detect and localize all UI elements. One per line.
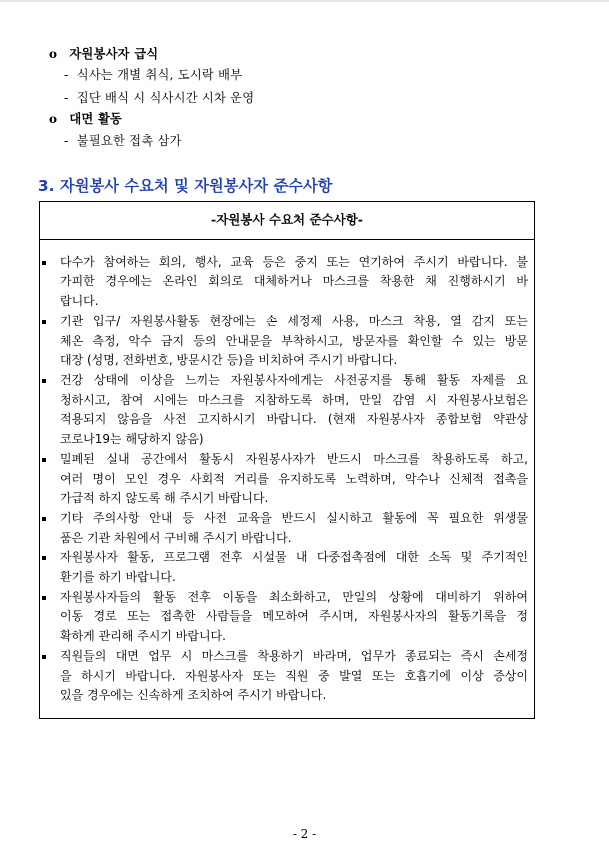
page-number: - 2 -	[292, 827, 317, 841]
bullet-line: 체온 측정, 악수 금지 등의 안내문을 부착하시고, 방문자를 확인할 수 있는 방문	[60, 334, 528, 348]
square-bullet-icon	[42, 379, 46, 383]
intro-subitem-text: 식사는 개별 취식, 도시락 배부	[76, 68, 243, 82]
bullet-line: 품은 기관 차원에서 구비해 주시기 바랍니다.	[60, 531, 292, 545]
intro-item-2	[49, 111, 122, 127]
circle-bullet-icon: o	[49, 112, 58, 126]
bullet-line: 가피한 경우에는 온라인 회의로 대체하거나 마스크를 착용한 채 진행하시기 바	[60, 274, 528, 288]
top-rule	[0, 0, 609, 2]
square-bullet-icon	[42, 320, 46, 324]
circle-bullet-icon: o	[49, 47, 58, 61]
bullet-line: 환기를 하기 바랍니다.	[60, 570, 176, 584]
box-title: -자원봉사 수요처 준수사항-	[211, 212, 363, 227]
square-bullet-icon	[42, 517, 46, 521]
intro-subitem-text: 집단 배식 시 식사시간 시차 운영	[76, 91, 255, 105]
square-bullet-icon	[42, 261, 46, 265]
bullet-line: 여러 명이 모인 경우 사회적 거리를 유지하도록 노력하며, 악수나 신체적 접촉을	[60, 472, 528, 486]
bullet-line: 을 하시기 바랍니다. 자원봉사자 또는 직원 중 발열 또는 호흡기에 이상 증상이	[60, 669, 528, 683]
intro-subitem	[64, 67, 242, 83]
dash-icon: -	[64, 68, 69, 82]
bullet-line: 기관 입구/ 자원봉사활동 현장에는 손 세정제 사용, 마스크 착용, 열 감지 또는	[60, 314, 528, 328]
section-heading: 3. 자원봉사 수요처 및 자원봉사자 준수사항	[38, 177, 333, 195]
bullet-line: 대장 (성명, 전화번호, 방문시간 등)을 비치하여 주시기 바랍니다.	[60, 353, 398, 367]
intro-item-title: 대면 활동	[69, 112, 123, 126]
dash-icon: -	[64, 134, 69, 148]
bullet-line: 코로나19는 해당하지 않음)	[60, 432, 204, 446]
bullet-line: 건강 상태에 이상을 느끼는 자원봉사자에게는 사전공지를 통해 활동 자제를 요	[60, 373, 528, 387]
dash-icon: -	[64, 91, 69, 105]
square-bullet-icon	[42, 556, 46, 560]
intro-item-1	[49, 46, 158, 62]
intro-subitem	[64, 90, 254, 106]
intro-item-title: 자원봉사자 급식	[69, 47, 159, 61]
bullet-line: 가급적 하지 않도록 해 주시기 바랍니다.	[60, 491, 269, 505]
bullet-line: 청하시고, 참여 시에는 마스크를 지참하도록 하며, 만일 감염 시 자원봉사보험은	[60, 393, 528, 407]
square-bullet-icon	[42, 655, 46, 659]
bullet-line: 다수가 참여하는 회의, 행사, 교육 등은 중지 또는 연기하여 주시기 바랍니다. 불	[60, 255, 528, 269]
bullet-line: 확하게 관리해 주시기 바랍니다.	[60, 629, 226, 643]
bullet-line: 직원들의 대면 업무 시 마스크를 착용하기 바라며, 업무가 종료되는 즉시 손세정	[60, 649, 528, 663]
intro-subitem	[64, 133, 182, 149]
bullet-line: 이동 경로 또는 접촉한 사람들을 메모하여 주시며, 자원봉사자의 활동기록을 정	[60, 609, 528, 623]
bullet-line: 적용되지 않음을 사전 고지하시기 바랍니다. (현재 자원봉사자 종합보험 약관상	[60, 412, 528, 426]
bullet-line: 자원봉사자 활동, 프로그램 전후 시설물 내 다중접촉점에 대한 소독 및 주기적인	[60, 550, 528, 564]
bullet-line: 랍니다.	[60, 294, 99, 308]
bullet-line: 밀폐된 실내 공간에서 활동시 자원봉사자가 반드시 마스크를 착용하도록 하고,	[60, 452, 528, 466]
square-bullet-icon	[42, 458, 46, 462]
box-divider	[40, 239, 534, 240]
intro-subitem-text: 불필요한 접촉 삼가	[76, 134, 182, 148]
bullet-line: 기타 주의사항 안내 등 사전 교육을 반드시 실시하고 활동에 꼭 필요한 위생물	[60, 511, 528, 525]
bullet-line: 자원봉사자들의 활동 전후 이동을 최소화하고, 만일의 상황에 대비하기 위하여	[60, 590, 528, 604]
bullet-line: 있을 경우에는 신속하게 조치하여 주시기 바랍니다.	[60, 688, 327, 702]
square-bullet-icon	[42, 596, 46, 600]
